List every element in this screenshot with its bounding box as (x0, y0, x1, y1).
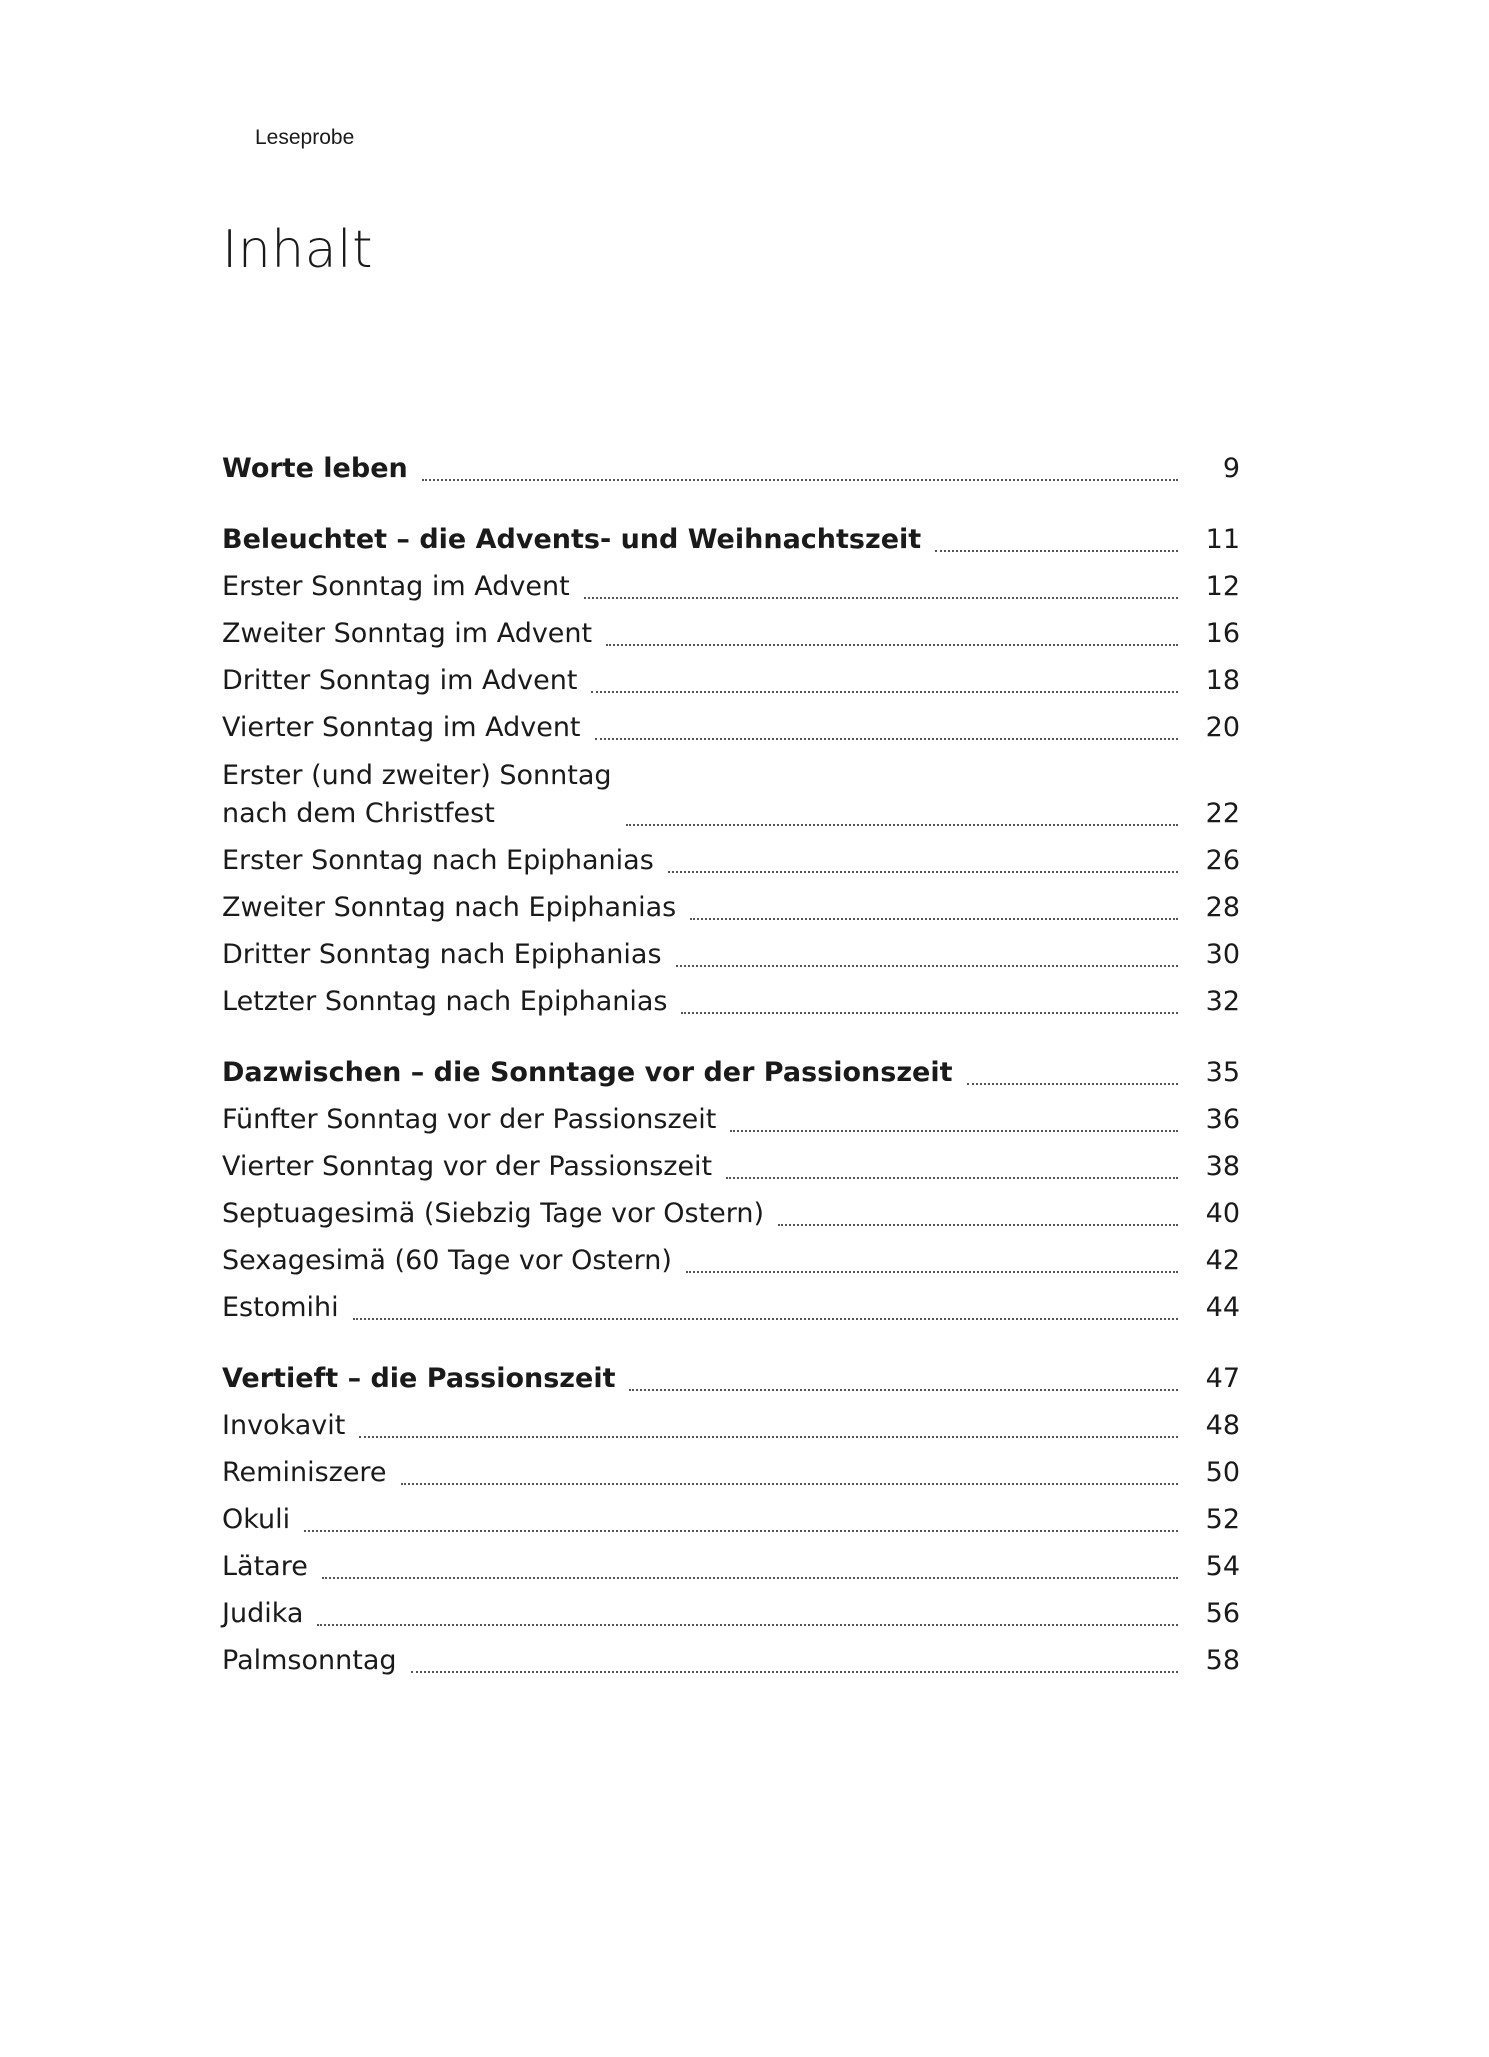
page-number: 11 (1205, 524, 1240, 555)
toc-entry[interactable] (222, 655, 1240, 702)
toc-entry[interactable] (222, 1635, 1240, 1682)
page-number: 28 (1205, 892, 1240, 923)
page-number: 44 (1205, 1292, 1240, 1323)
page-number: 54 (1205, 1551, 1240, 1582)
dot-leader (322, 1577, 1178, 1579)
toc-entry[interactable] (222, 835, 1240, 882)
toc-entry-title: Zweiter Sonntag nach Epiphanias (222, 892, 677, 923)
dot-leader (353, 1318, 1178, 1320)
page-number: 48 (1205, 1410, 1240, 1441)
dot-leader (411, 1671, 1179, 1673)
toc-entry[interactable] (222, 1400, 1240, 1447)
toc-entry-title: Dritter Sonntag im Advent (222, 665, 578, 696)
toc-entry-title: Septuagesimä (Siebzig Tage vor Ostern) (222, 1198, 765, 1229)
toc-section[interactable] (222, 443, 1240, 490)
toc-entry[interactable] (222, 561, 1240, 608)
toc-entry[interactable] (222, 882, 1240, 929)
toc-entry[interactable] (222, 1141, 1240, 1188)
toc-entry[interactable] (222, 1541, 1240, 1588)
toc-section-title: Dazwischen – die Sonntage vor der Passionszeit (222, 1057, 953, 1088)
dot-leader (584, 597, 1178, 599)
toc-entry[interactable] (222, 1494, 1240, 1541)
toc-entry-title: Invokavit (222, 1410, 346, 1441)
toc-entry[interactable] (222, 1588, 1240, 1635)
page-number: 22 (1205, 798, 1240, 829)
toc-entry-title: Lätare (222, 1551, 308, 1582)
toc-entry-title (222, 757, 612, 835)
toc-entry[interactable] (222, 1094, 1240, 1141)
dot-leader (935, 550, 1178, 552)
page-number: 32 (1205, 986, 1240, 1017)
dot-leader (591, 691, 1178, 693)
dot-leader (686, 1271, 1178, 1273)
toc-entry-title: Okuli (222, 1504, 291, 1535)
toc-entry-title: Reminiszere (222, 1457, 387, 1488)
page-title: Inhalt (222, 220, 373, 280)
page-number: 42 (1205, 1245, 1240, 1276)
page-number: 26 (1205, 845, 1240, 876)
page-number: 9 (1222, 453, 1240, 484)
page-number: 20 (1205, 712, 1240, 743)
dot-leader (304, 1530, 1178, 1532)
page-number: 56 (1205, 1598, 1240, 1629)
toc-entry-title: Erster Sonntag nach Epiphanias (222, 845, 654, 876)
toc-entry[interactable] (222, 702, 1240, 749)
page-number: 12 (1205, 571, 1240, 602)
page-number: 35 (1205, 1057, 1240, 1088)
dot-leader (778, 1224, 1178, 1226)
table-of-contents (222, 443, 1240, 1682)
toc-section-title: Worte leben (222, 453, 408, 484)
toc-section[interactable] (222, 514, 1240, 561)
dot-leader (690, 918, 1178, 920)
page-number: 16 (1205, 618, 1240, 649)
toc-entry[interactable] (222, 976, 1240, 1023)
toc-entry-title-line2: nach dem Christfest (222, 798, 495, 829)
toc-entry[interactable] (222, 1235, 1240, 1282)
toc-entry[interactable] (222, 749, 1240, 835)
toc-entry[interactable] (222, 608, 1240, 655)
toc-entry-title: Erster Sonntag im Advent (222, 571, 570, 602)
page-number: 50 (1205, 1457, 1240, 1488)
toc-entry-title: Fünfter Sonntag vor der Passionszeit (222, 1104, 717, 1135)
toc-entry[interactable] (222, 1282, 1240, 1329)
toc-section-title: Vertieft – die Passionszeit (222, 1363, 616, 1394)
toc-section[interactable] (222, 1047, 1240, 1094)
dot-leader (359, 1436, 1178, 1438)
dot-leader (967, 1083, 1178, 1085)
toc-section[interactable] (222, 1353, 1240, 1400)
page-number: 30 (1205, 939, 1240, 970)
dot-leader (629, 1389, 1178, 1391)
toc-entry-title: Sexagesimä (60 Tage vor Ostern) (222, 1245, 672, 1276)
toc-entry-title: Palmsonntag (222, 1645, 397, 1676)
toc-entry-title: Estomihi (222, 1292, 339, 1323)
dot-leader (676, 965, 1178, 967)
dot-leader (668, 871, 1178, 873)
page-number: 47 (1205, 1363, 1240, 1394)
page-number: 18 (1205, 665, 1240, 696)
dot-leader (422, 479, 1178, 481)
dot-leader (401, 1483, 1178, 1485)
toc-entry[interactable] (222, 929, 1240, 976)
dot-leader (317, 1624, 1178, 1626)
toc-entry-title: Vierter Sonntag vor der Passionszeit (222, 1151, 713, 1182)
page-number: 36 (1205, 1104, 1240, 1135)
toc-entry-title-line1: Erster (und zweiter) Sonntag (222, 760, 612, 791)
toc-entry-title: Dritter Sonntag nach Epiphanias (222, 939, 662, 970)
dot-leader (681, 1012, 1178, 1014)
dot-leader (595, 738, 1178, 740)
dot-leader (730, 1130, 1178, 1132)
toc-entry-title: Letzter Sonntag nach Epiphanias (222, 986, 668, 1017)
dot-leader (626, 824, 1178, 826)
toc-entry-title: Vierter Sonntag im Advent (222, 712, 581, 743)
page-number: 58 (1205, 1645, 1240, 1676)
toc-entry[interactable] (222, 1188, 1240, 1235)
toc-entry-title: Judika (222, 1598, 304, 1629)
page-number: 40 (1205, 1198, 1240, 1229)
page-number: 52 (1205, 1504, 1240, 1535)
toc-entry[interactable] (222, 1447, 1240, 1494)
dot-leader (726, 1177, 1178, 1179)
dot-leader (606, 644, 1178, 646)
page-number: 38 (1205, 1151, 1240, 1182)
toc-entry-title: Zweiter Sonntag im Advent (222, 618, 593, 649)
running-header: Leseprobe (255, 126, 355, 149)
toc-section-title: Beleuchtet – die Advents- und Weihnachtszeit (222, 524, 922, 555)
